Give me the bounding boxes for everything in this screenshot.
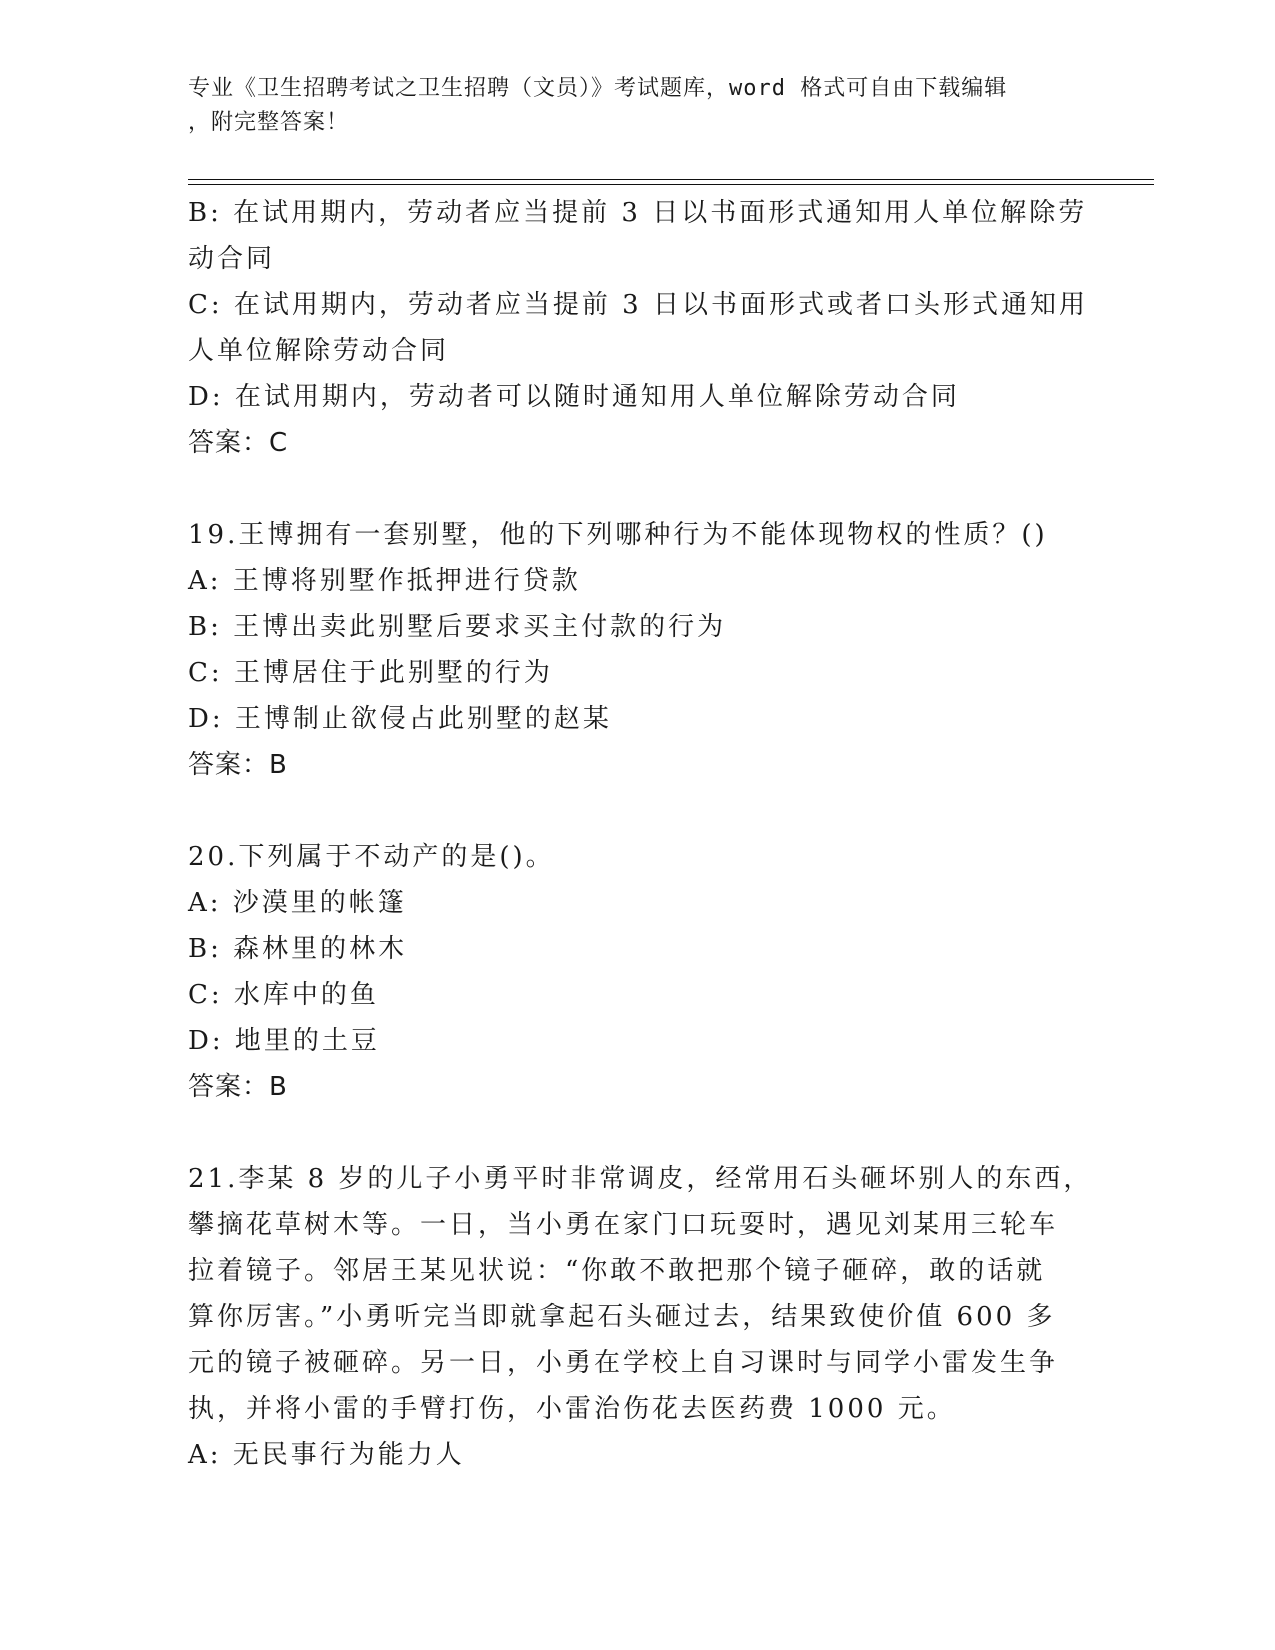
- q20-option-a: A: 沙漠里的帐篷: [188, 888, 407, 918]
- q18-answer: 答案：C: [188, 428, 289, 458]
- q18-option-c-line-2: 人单位解除劳动合同: [188, 336, 450, 366]
- q20-stem: 20.下列属于不动产的是()。: [188, 842, 555, 872]
- q20-option-b: B: 森林里的林木: [188, 934, 408, 964]
- header-line-1: 专业《卫生招聘考试之卫生招聘（文员）》考试题库，word 格式可自由下载编辑: [188, 76, 1008, 101]
- q20-option-d: D: 地里的土豆: [188, 1026, 380, 1056]
- q18-option-b-line-1: B: 在试用期内，劳动者应当提前 3 日以书面形式通知用人单位解除劳: [188, 198, 1088, 228]
- q21-stem-line-4: 算你厉害。”小勇听完当即就拿起石头砸过去，结果致使价值 600 多: [188, 1302, 1056, 1332]
- q18-option-d: D: 在试用期内，劳动者可以随时通知用人单位解除劳动合同: [188, 382, 960, 412]
- q18-option-c-line-1: C: 在试用期内，劳动者应当提前 3 日以书面形式或者口头形式通知用: [188, 290, 1088, 320]
- q19-option-c: C: 王博居住于此别墅的行为: [188, 658, 553, 688]
- q18-option-b-line-2: 动合同: [188, 244, 276, 274]
- spacer: [188, 466, 1088, 512]
- q21-stem-line-2: 攀摘花草树木等。一日，当小勇在家门口玩耍时，遇见刘某用三轮车: [188, 1210, 1059, 1240]
- header-rule-top: [188, 179, 1154, 180]
- q19-option-b: B: 王博出卖此别墅后要求买主付款的行为: [188, 612, 727, 642]
- q20-option-c: C: 水库中的鱼: [188, 980, 379, 1010]
- q19-stem: 19.王博拥有一套别墅，他的下列哪种行为不能体现物权的性质？(): [188, 520, 1048, 550]
- header-rule-bottom: [188, 184, 1154, 185]
- q19-option-a: A: 王博将别墅作抵押进行贷款: [188, 566, 581, 596]
- page-header: [188, 72, 1088, 140]
- header-line-2: ，附完整答案！: [188, 110, 350, 135]
- q19-answer: 答案：B: [188, 750, 288, 780]
- q21-option-a: A: 无民事行为能力人: [188, 1440, 465, 1470]
- q21-stem-line-5: 元的镜子被砸碎。另一日，小勇在学校上自习课时与同学小雷发生争: [188, 1348, 1059, 1378]
- q19-option-d: D: 王博制止欲侵占此别墅的赵某: [188, 704, 612, 734]
- spacer: [188, 1110, 1088, 1156]
- spacer: [188, 788, 1088, 834]
- q20-answer: 答案：B: [188, 1072, 288, 1102]
- q21-stem-line-6: 执，并将小雷的手臂打伤，小雷治伤花去医药费 1000 元。: [188, 1394, 956, 1424]
- question-content: [188, 190, 1093, 1478]
- q21-stem-line-1: 21.李某 8 岁的儿子小勇平时非常调皮，经常用石头砸坏别人的东西，: [188, 1164, 1093, 1194]
- q21-stem-line-3: 拉着镜子。邻居王某见状说：“你敢不敢把那个镜子砸碎，敢的话就: [188, 1256, 1046, 1286]
